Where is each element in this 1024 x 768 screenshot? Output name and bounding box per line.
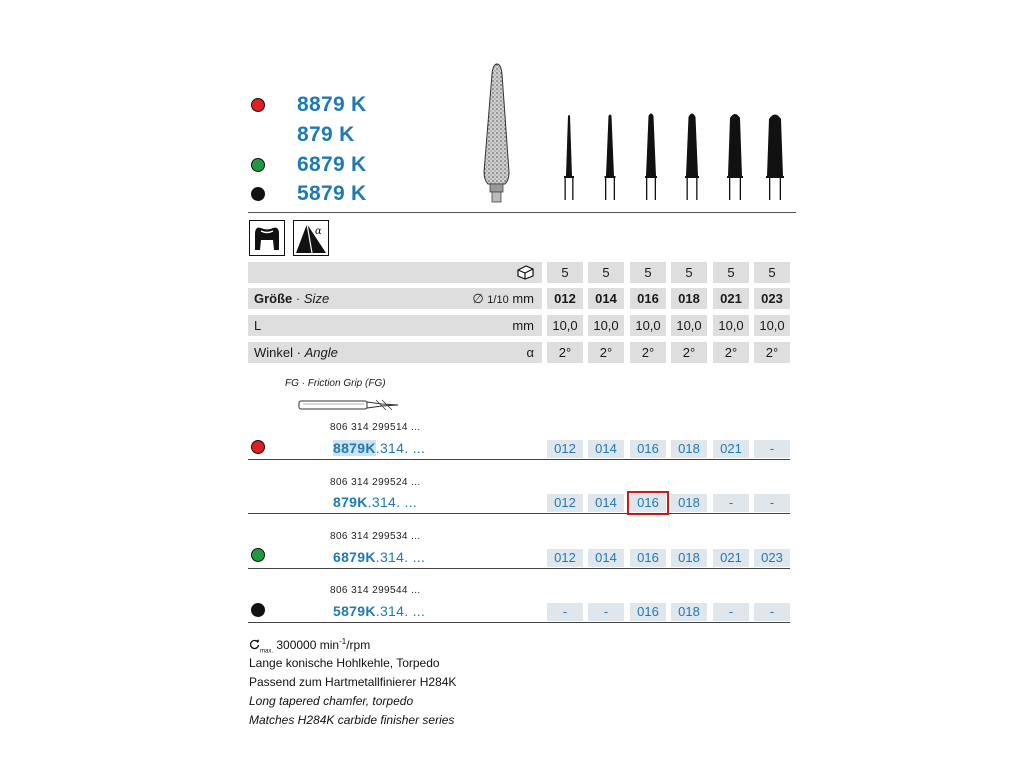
tooth-preparation-icon <box>249 220 285 256</box>
size-option[interactable]: - <box>713 603 749 621</box>
size-option[interactable]: 012 <box>547 440 583 458</box>
angle-icon <box>293 220 329 256</box>
size-option[interactable]: 016 <box>630 603 666 621</box>
description-en-2: Matches H284K carbide finisher series <box>249 713 455 727</box>
size-cell: 021 <box>713 288 749 309</box>
bur-size-silhouettes <box>564 114 784 201</box>
description-de-1: Lange konische Hohlkehle, Torpedo <box>249 656 440 670</box>
rpm-line: $_{max.}$ 300000 $\min^{-1}$/rpm <box>249 637 370 654</box>
svg-text:α: α <box>315 226 322 237</box>
size-cell: 018 <box>671 288 707 309</box>
size-cell: 014 <box>588 288 624 309</box>
length-label: L <box>254 318 262 333</box>
size-option[interactable]: 018 <box>671 549 707 567</box>
angle-cell: 2° <box>588 342 624 363</box>
order-code[interactable]: 6879K.314. ... <box>333 549 426 565</box>
size-unit: ∅ 1/10 mm <box>472 291 534 306</box>
length-cell: 10,0 <box>547 315 583 336</box>
color-dot-red <box>251 440 265 454</box>
bur-illustration <box>440 60 800 205</box>
order-code[interactable]: 5879K.314. ... <box>333 603 426 619</box>
row-divider <box>248 459 790 460</box>
separator: · <box>295 291 301 306</box>
size-option[interactable]: 016 <box>630 549 666 567</box>
angle-label-en: Angle <box>304 345 338 360</box>
size-option[interactable]: 023 <box>754 549 790 567</box>
size-cell: 012 <box>547 288 583 309</box>
separator: · <box>296 345 301 360</box>
description-de-2: Passend zum Hartmetallfinierer H284K <box>249 675 457 689</box>
length-unit: mm <box>512 318 534 333</box>
shank-label: FG · Friction Grip (FG) <box>285 378 386 389</box>
size-option[interactable]: - <box>547 603 583 621</box>
size-cell: 023 <box>754 288 790 309</box>
color-dot-black <box>251 187 265 201</box>
size-option-selected[interactable]: 016 <box>630 494 666 512</box>
order-code[interactable]: 8879K.314. ... <box>333 440 426 456</box>
size-option[interactable]: - <box>713 494 749 512</box>
order-ref: 806 314 299534 ... <box>330 531 421 542</box>
color-dot-green <box>251 158 265 172</box>
length-cell: 10,0 <box>754 315 790 336</box>
order-ref: 806 314 299524 ... <box>330 477 421 488</box>
package-icon <box>517 265 534 280</box>
fg-shank-icon <box>298 398 402 412</box>
size-option[interactable]: - <box>588 603 624 621</box>
size-option[interactable]: 012 <box>547 494 583 512</box>
spec-row-length <box>248 315 542 336</box>
spec-row-size <box>248 288 542 309</box>
color-dot-green <box>251 548 265 562</box>
angle-cell: 2° <box>754 342 790 363</box>
product-code: 8879 K <box>297 93 367 116</box>
pack-cell: 5 <box>713 262 749 283</box>
pack-cell: 5 <box>754 262 790 283</box>
product-code: 879 K <box>297 123 355 146</box>
color-dot-red <box>251 98 265 112</box>
length-cell: 10,0 <box>671 315 707 336</box>
angle-label: Winkel <box>254 345 294 360</box>
size-option[interactable]: 014 <box>588 494 624 512</box>
angle-cell: 2° <box>547 342 583 363</box>
size-option[interactable]: 018 <box>671 440 707 458</box>
size-option[interactable]: 021 <box>713 440 749 458</box>
order-ref: 806 314 299514 ... <box>330 422 421 433</box>
spec-row-pack <box>248 262 542 283</box>
pack-cell: 5 <box>547 262 583 283</box>
description-en-1: Long tapered chamfer, torpedo <box>249 694 414 708</box>
bur-large-icon <box>484 64 509 202</box>
angle-cell: 2° <box>630 342 666 363</box>
size-option[interactable]: 021 <box>713 549 749 567</box>
product-code: 6879 K <box>297 153 367 176</box>
pack-cell: 5 <box>588 262 624 283</box>
order-ref: 806 314 299544 ... <box>330 585 421 596</box>
row-divider <box>248 568 790 569</box>
size-option[interactable]: - <box>754 603 790 621</box>
size-option[interactable]: 014 <box>588 549 624 567</box>
size-option[interactable]: 012 <box>547 549 583 567</box>
pack-cell: 5 <box>630 262 666 283</box>
angle-unit: α <box>526 345 534 360</box>
spec-row-angle <box>248 342 542 363</box>
angle-cell: 2° <box>671 342 707 363</box>
length-cell: 10,0 <box>630 315 666 336</box>
size-option[interactable]: - <box>754 494 790 512</box>
size-option[interactable]: 014 <box>588 440 624 458</box>
row-divider <box>248 622 790 623</box>
size-option[interactable]: - <box>754 440 790 458</box>
pack-cell: 5 <box>671 262 707 283</box>
row-divider <box>248 513 790 514</box>
length-cell: 10,0 <box>713 315 749 336</box>
order-code[interactable]: 879K.314. ... <box>333 494 418 510</box>
rotation-icon <box>249 639 260 650</box>
size-option[interactable]: 016 <box>630 440 666 458</box>
color-dot-black <box>251 603 265 617</box>
heading-divider <box>248 212 796 213</box>
product-code: 5879 K <box>297 182 367 205</box>
size-label-en: Size <box>303 291 330 306</box>
size-label: Größe <box>254 291 293 306</box>
size-option[interactable]: 018 <box>671 603 707 621</box>
size-cell: 016 <box>630 288 666 309</box>
length-cell: 10,0 <box>588 315 624 336</box>
angle-cell: 2° <box>713 342 749 363</box>
size-option[interactable]: 018 <box>671 494 707 512</box>
